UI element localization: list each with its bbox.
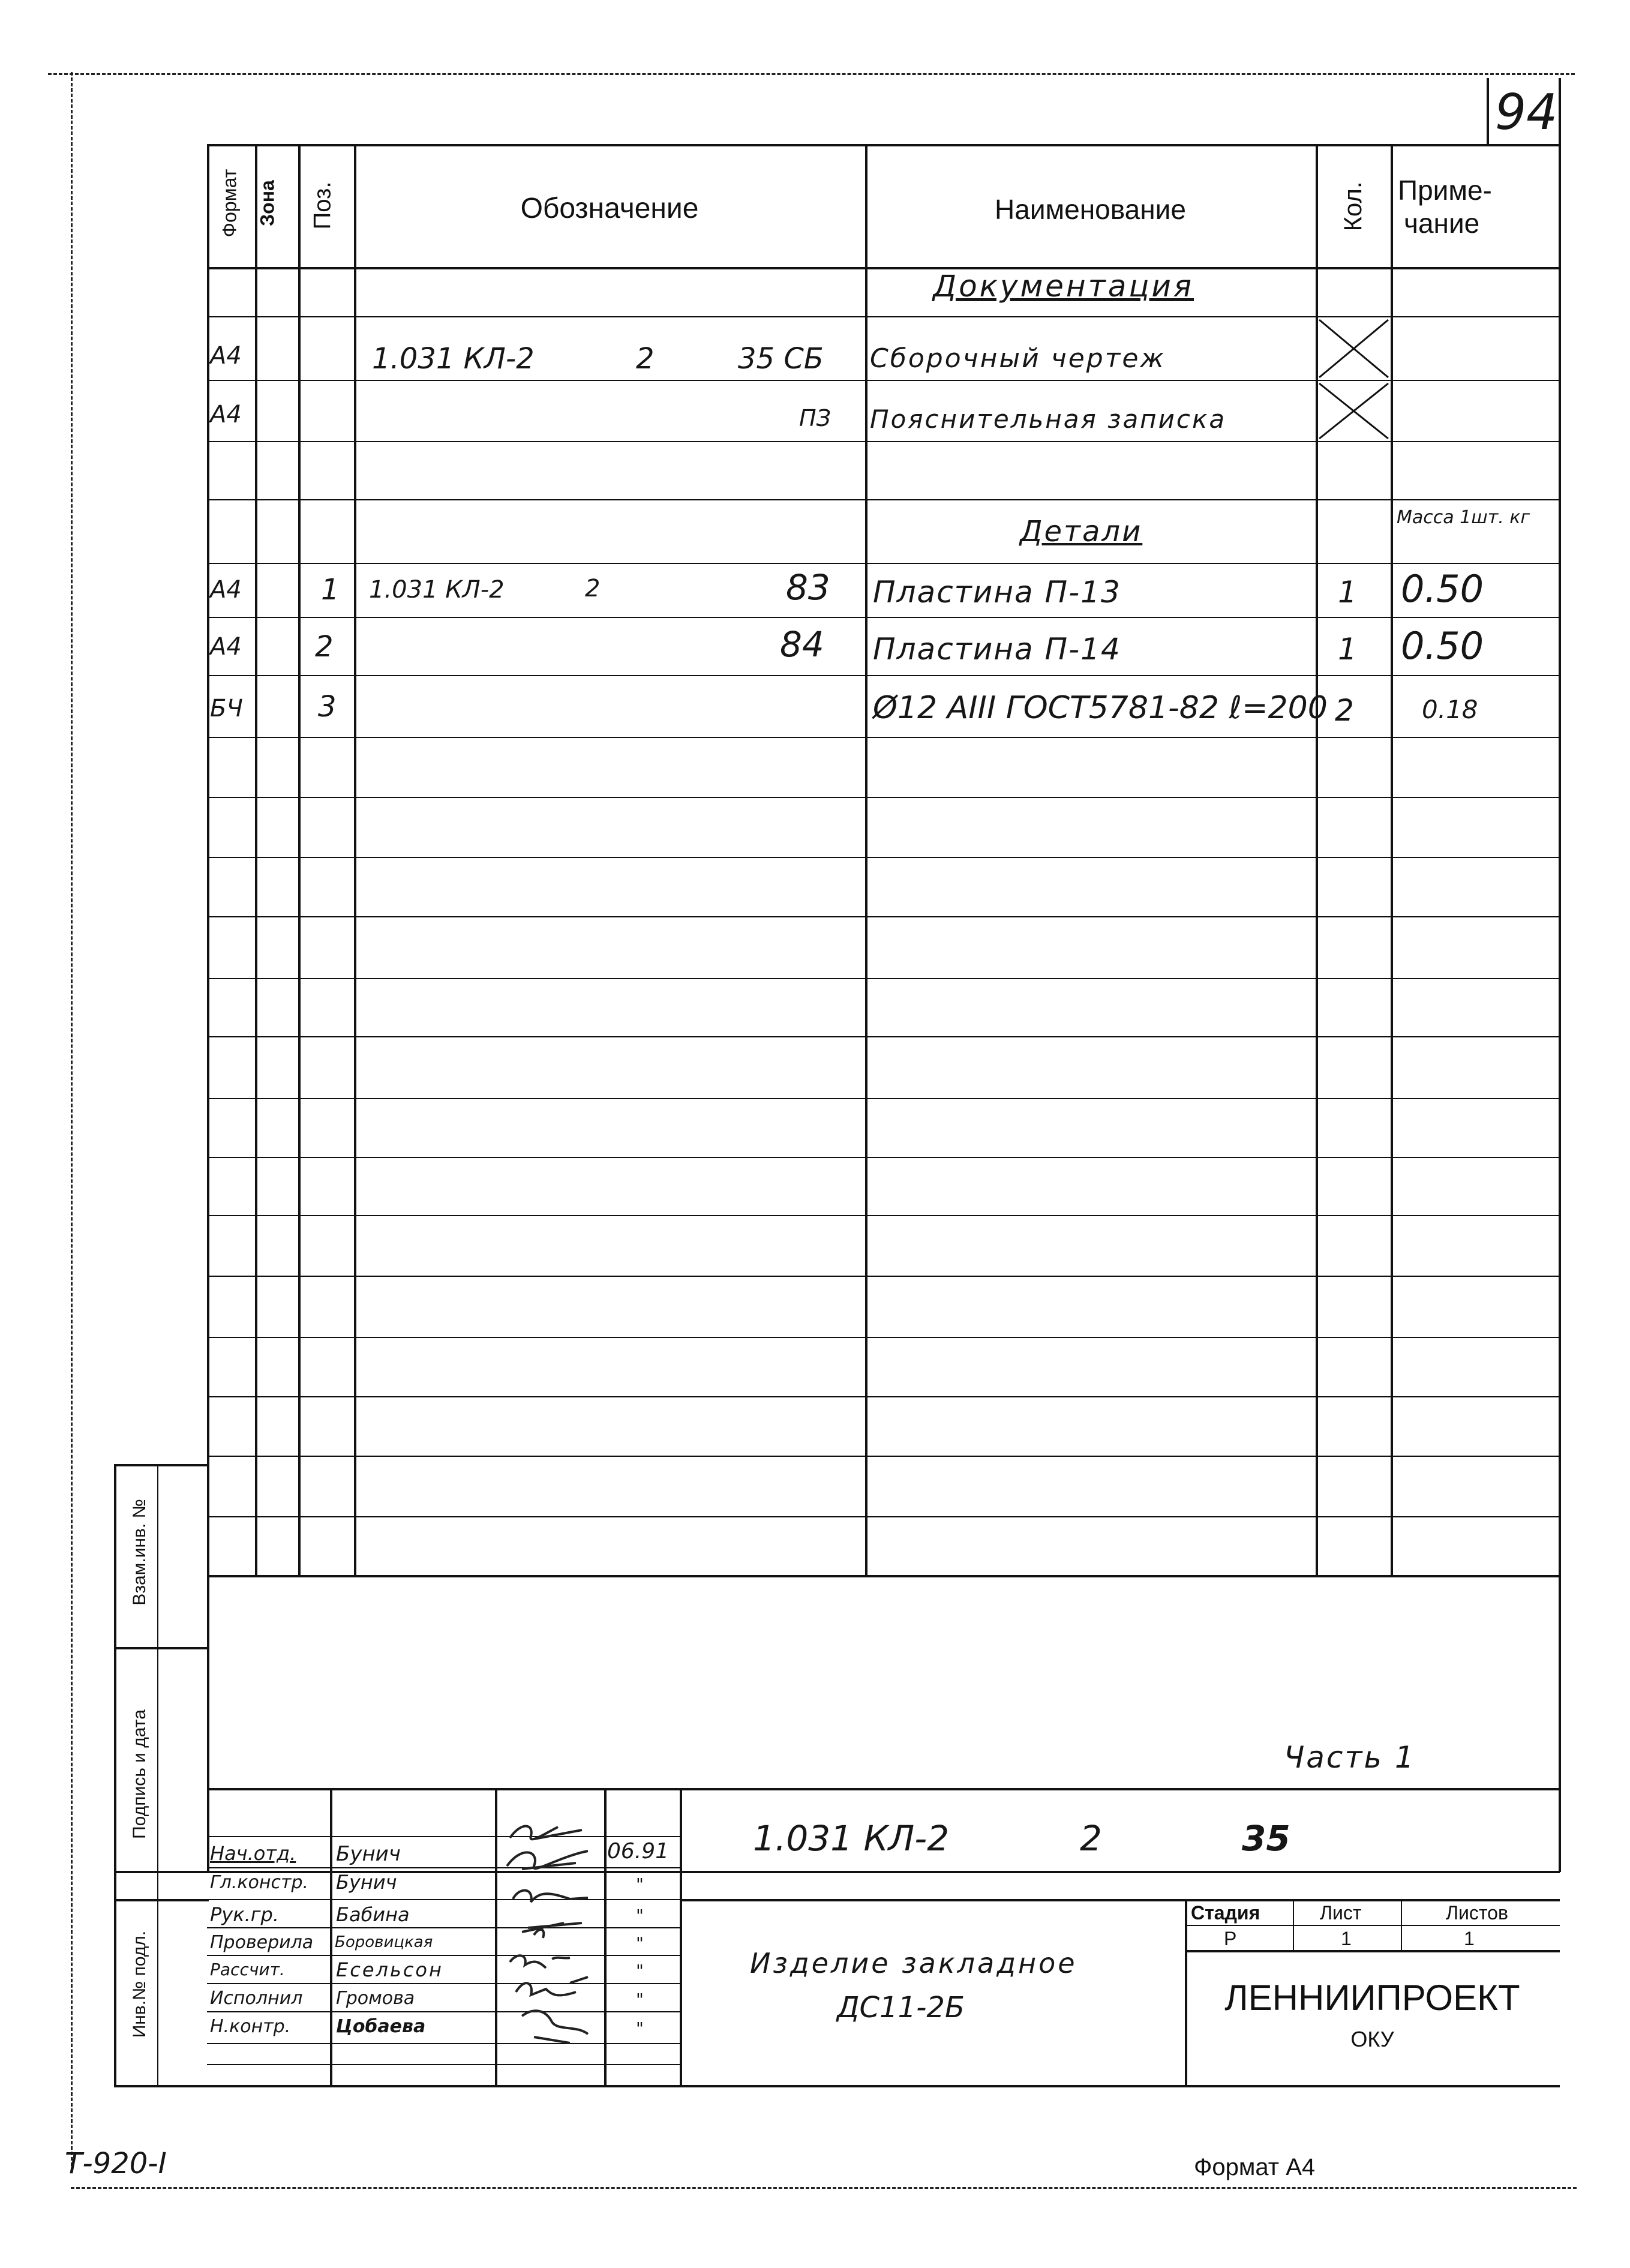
tb-signer-line [207,1927,680,1928]
row5-format: А4 [210,576,242,604]
row2-designation-suffix: ПЗ [799,405,831,431]
row-line [207,1098,1560,1099]
row-line [207,1396,1560,1397]
row-line [207,1516,1560,1517]
section-details: Детали [1020,515,1143,548]
side-stamp-vzam: Взам.инв. № [130,1499,149,1606]
row5-pos: 1 [321,573,340,607]
row5-designation-num: 2 [585,575,601,602]
row6-designation-suffix: 84 [780,624,824,665]
row5-name: Пластина П-13 [873,575,1121,610]
row-line [207,1215,1560,1216]
tb-signer-line [207,2064,680,2065]
table-bottom-line [207,1575,1560,1577]
row-line [207,1456,1560,1457]
side-stamp-outer-line [114,1464,116,1872]
col-line-pos [298,144,301,1575]
signer-role: Рассчит. [210,1960,285,1979]
row-line [207,797,1560,798]
row5-note: 0.50 [1401,567,1484,611]
col-line-designation [354,144,356,1575]
row1-designation-suffix: 35 СБ [738,342,824,376]
signer-name: Боровицкая [335,1933,433,1951]
header-name: Наименование [995,194,1186,225]
stage-header: Стадия [1191,1902,1260,1924]
side-stamp-divider-1 [114,1647,209,1649]
section-documentation: Документация [933,269,1194,304]
header-bottom-line [207,267,1560,269]
tb-signer-line [207,2011,680,2012]
signer-date: " [636,1874,644,1894]
row6-qty: 1 [1338,632,1357,667]
side-stamp-lower-outer [114,1872,116,2085]
row2-format: А4 [210,401,242,428]
signer-role: Проверила [210,1932,314,1953]
header-zone: Зона [256,180,278,226]
sheets-value: 1 [1464,1928,1475,1949]
top-frame-line [207,144,1560,146]
signer-date: " [636,1906,644,1925]
signer-role: Н.контр. [210,2016,291,2037]
row-line [207,737,1560,738]
tb-signer-line [207,1867,680,1868]
row-line [207,857,1560,858]
signer-date: 06.91 [607,1839,670,1864]
row5-qty: 1 [1338,575,1357,610]
mass-unit-note: Масса 1шт. кг [1397,507,1530,528]
row2-qty-cross [1317,381,1391,441]
header-qty: Кол. [1338,181,1367,232]
header-note-1: Приме- [1398,175,1492,206]
row6-name: Пластина П-14 [873,632,1121,667]
sheet-value: 1 [1341,1928,1352,1949]
tb-signer-line [207,1899,680,1900]
row-line [207,563,1560,564]
sheets-header: Листов [1446,1902,1508,1924]
signer-role: Рук.гр. [210,1903,280,1926]
header-note-2: чание [1404,208,1480,239]
side-stamp-divider-2 [114,1899,209,1901]
stage-value: Р [1224,1928,1237,1949]
row-line [207,499,1560,500]
row-line [207,617,1560,618]
sheet-number-box-right [1559,78,1561,144]
row7-pos: 3 [318,690,337,724]
row1-qty-cross [1317,317,1391,380]
bottom-edge-line [71,2187,1577,2189]
signer-date: " [636,1961,644,1981]
row-line [207,916,1560,917]
row7-qty: 2 [1335,693,1354,728]
header-format: Формат [218,169,241,238]
row1-designation-code: 1.031 КЛ-2 [372,342,535,376]
title-block-top [207,1788,1560,1790]
doc-code: 1.031 КЛ-2 [753,1818,950,1859]
tb-signer-line [207,1983,680,1984]
row-line [207,441,1560,442]
row-line [207,675,1560,676]
signer-name: Бунич [336,1842,401,1866]
tb-signer-line [207,1955,680,1956]
top-edge-line [48,73,1575,75]
row5-designation-suffix: 83 [786,567,830,608]
row7-format: БЧ [210,695,243,722]
side-stamp-bottom [114,2085,209,2087]
tb-stage-header-bottom [1185,1925,1560,1926]
tb-line-role-name [330,1788,332,2085]
signature-image [498,1809,603,2079]
footer-document-id: Т-920-I [65,2147,167,2180]
row7-note: 0.18 [1422,695,1478,724]
row7-name: Ø12 AIII ГОСТ5781-82 ℓ=200 [873,690,1328,726]
signer-role: Нач.отд. [210,1842,296,1865]
tb-line-sheet-sheets [1401,1899,1402,1950]
sheet-number-box-left [1487,78,1489,144]
tb-line-sign-date [604,1788,607,2085]
organization-unit: ОКУ [1350,2027,1394,2051]
doc-code-suffix: 35 [1242,1818,1290,1859]
side-stamp-inv: Инв.№ подл. [130,1930,149,2038]
col-line-name [865,144,867,1575]
row6-format: А4 [210,633,242,661]
left-edge-line [71,72,73,2166]
side-stamp-podpis: Подпись и дата [130,1709,149,1839]
tb-signer-line [207,2043,680,2044]
frame-right-line [1559,144,1561,1872]
sheet-number: 94 [1495,84,1558,141]
signer-date: " [636,2018,644,2038]
header-pos: Поз. [309,181,336,230]
side-stamp-inner-line [157,1464,158,1872]
tb-stage-values-bottom [1185,1950,1560,1952]
row6-note: 0.50 [1401,624,1484,668]
side-stamp-top [114,1464,209,1466]
tb-line-name-sign [495,1788,497,2085]
signer-date: " [636,1933,644,1953]
row5-designation-code: 1.031 КЛ-2 [369,576,505,604]
col-line-zone [255,144,257,1575]
organization-name: ЛЕННИИПРОЕКТ [1224,1978,1520,2018]
col-line-note [1391,144,1393,1575]
tb-line-stage-sheet [1293,1899,1294,1950]
footer-format: Формат А4 [1194,2154,1316,2180]
header-designation: Обозначение [520,193,699,224]
tb-line-date-main [680,1788,682,2085]
signer-name: Цобаева [336,2016,426,2037]
signer-role: Исполнил [210,1988,303,2009]
row-line [207,1036,1560,1037]
row1-designation-num: 2 [636,342,655,376]
row-line [207,1157,1560,1158]
row-line [207,1337,1560,1338]
signer-name: Громова [336,1988,415,2009]
signer-role: Гл.констр. [210,1872,309,1893]
row1-name: Сборочный чертеж [870,343,1166,374]
signer-name: Бунич [336,1871,397,1894]
part-label: Часть 1 [1284,1740,1416,1775]
tb-code-row-bottom [680,1899,1560,1901]
sheet-header: Лист [1320,1902,1362,1924]
tb-signer-line [207,1836,680,1837]
row-line [207,978,1560,979]
title-block-bottom [207,2085,1560,2087]
signer-name: Бабина [336,1903,410,1926]
frame-left-line [207,144,209,1872]
doc-code-num: 2 [1080,1818,1102,1859]
row-line [207,1276,1560,1277]
product-name: Изделие закладное [750,1947,1077,1979]
row6-pos: 2 [315,630,334,664]
signer-name: Есельсон [336,1958,443,1981]
signer-date: " [636,1990,644,2009]
row2-name: Пояснительная записка [870,404,1227,434]
product-mark: ДС11-2Б [837,1991,965,2024]
side-stamp-lower-inner [157,1872,158,2085]
row1-format: А4 [210,342,242,370]
